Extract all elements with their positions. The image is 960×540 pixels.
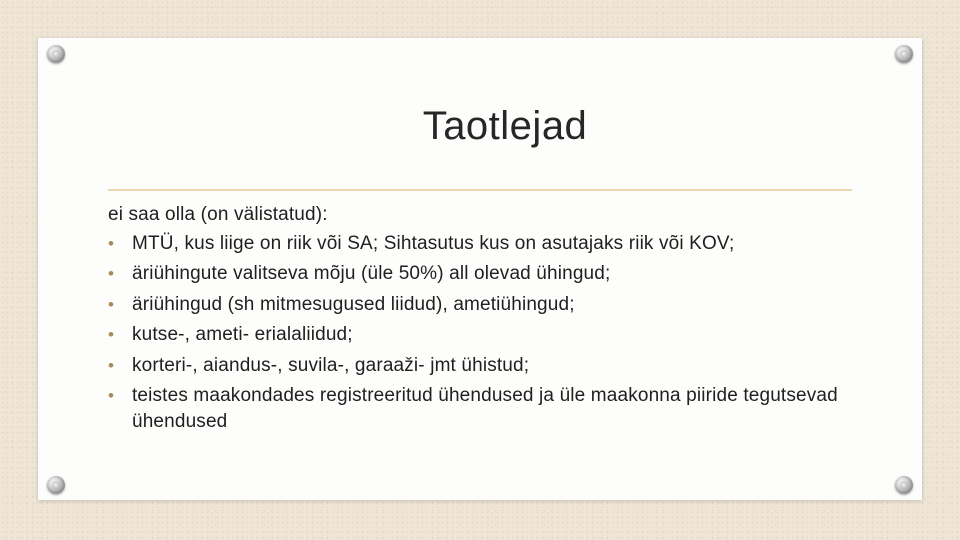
bullet-icon: • [108,325,115,344]
pushpin-icon [895,45,913,63]
pushpin-icon [47,45,65,63]
list-item [108,353,838,379]
list-item-text: korteri-, aiandus-, suvila-, garaaži- jmt ühistud; [132,354,530,376]
slide-title: Taotlejad [422,104,588,148]
bullet-list [108,231,838,435]
list-item [108,383,838,434]
title-divider [108,189,852,191]
bullet-icon: • [108,386,115,405]
list-item-text: kutse-, ameti- erialaliidud; [132,324,353,345]
bullet-icon: • [108,294,115,314]
intro-text: ei saa olla (on välistatud): [108,204,328,225]
list-item [108,261,838,287]
bullet-icon: • [108,355,115,375]
bullet-icon: • [108,264,115,283]
pushpin-icon [895,476,913,494]
list-item [108,322,838,348]
list-item-text: äriühingud (sh mitmesugused liidud), ametiühingud; [132,293,575,315]
list-item-text: teistes maakondades registreeritud ühendused ja üle maakonna piiride tegutsevad ühendused [132,385,838,432]
bullet-icon: • [108,233,115,253]
list-item-text: MTÜ, kus liige on riik või SA; Sihtasutus kus on asutajaks riik või KOV; [132,232,735,254]
list-item-text: äriühingute valitseva mõju (üle 50%) all olevad ühingud; [132,263,611,284]
list-item [108,231,838,257]
pushpin-icon [47,476,65,494]
slide-body [108,202,838,439]
list-item [108,292,838,318]
